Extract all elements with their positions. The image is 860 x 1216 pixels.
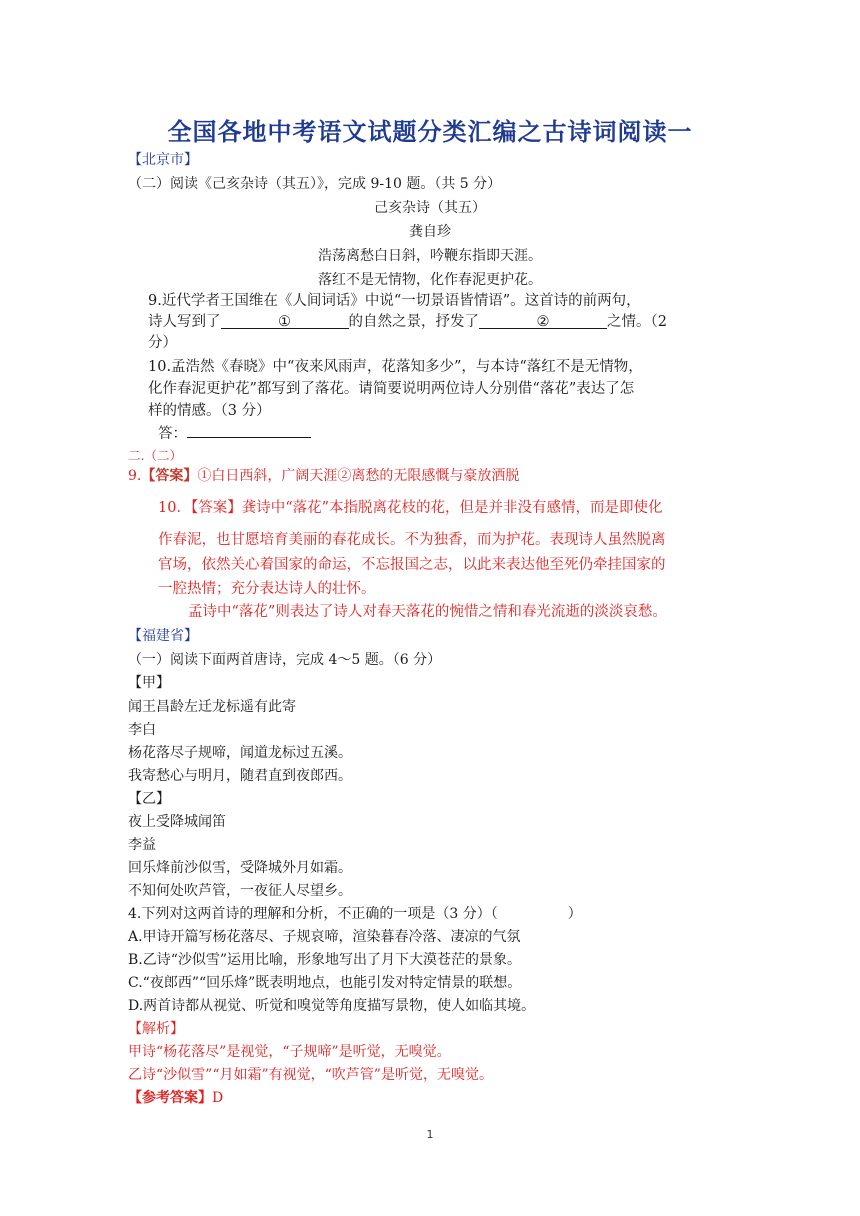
poem-line: 落红不是无情物，化作春泥更护花。 xyxy=(318,272,542,288)
option-c: C.“夜郎西”“回乐烽”既表明地点，也能引发对特定情景的联想。 xyxy=(128,975,522,991)
page-number: 1 xyxy=(426,1128,434,1141)
poem-title: 己亥杂诗（其五） xyxy=(374,200,486,216)
option-a: A.甲诗开篇写杨花落尽、子规哀啼，渲染暮春冷落、凄凉的气氛 xyxy=(128,929,521,945)
analysis-label: 【解析】 xyxy=(128,1021,184,1037)
question-text: 之情。（2 xyxy=(607,314,667,330)
poem-label: 【乙】 xyxy=(128,791,170,807)
answer-num: 9. xyxy=(128,468,142,484)
reference-answer xyxy=(128,1088,223,1108)
option-d: D.两首诗都从视觉、听觉和嗅觉等角度描写景物，使人如临其境。 xyxy=(128,998,536,1014)
question-9-line xyxy=(148,311,667,333)
answer-text-line: 一腔热情；充分表达诗人的壮怀。 xyxy=(158,581,376,597)
question-10-line: 10.孟浩然《春晓》中“夜来风雨声，花落知多少”，与本诗“落红不是无情物， xyxy=(148,359,643,375)
section-intro: （二）阅读《己亥杂诗（其五）》，完成 9-10 题。（共 5 分） xyxy=(128,176,502,192)
answer-tag: 【答案】 xyxy=(141,468,198,484)
analysis-text: 甲诗“杨花落尽”是视觉，“子规啼”是听觉，无嗅觉。 xyxy=(128,1044,451,1060)
answer-9 xyxy=(128,466,519,486)
poem-line: 浩荡离愁白日斜，吟鞭东指即天涯。 xyxy=(318,248,542,264)
question-text: 的自然之景，抒发了 xyxy=(348,314,479,330)
poem-author: 李益 xyxy=(128,837,156,853)
poem-line: 回乐烽前沙似雪，受降城外月如霜。 xyxy=(128,860,352,876)
answer-text-line: 官场，依然关心着国家的命运，不忘报国之志，以此来表达他至死仍牵挂国家的 xyxy=(158,557,666,573)
answer-num: 10． xyxy=(158,500,191,516)
poem-line: 不知何处吹芦管，一夜征人尽望乡。 xyxy=(128,883,352,899)
question-9-line: 9.近代学者王国维在《人间词话》中说“一切景语皆情语”。这首诗的前两句， xyxy=(148,293,641,309)
answer-blank-1[interactable]: ① xyxy=(221,311,349,329)
poem-line: 杨花落尽子规啼，闻道龙标过五溪。 xyxy=(128,745,352,761)
answer-text: 龚诗中“落花”本指脱离花枝的花，但是并非没有感情，而是即使化 xyxy=(241,500,663,516)
answer-blank-2[interactable]: ② xyxy=(479,311,607,329)
reference-label: 【参考答案】 xyxy=(128,1090,212,1106)
poem-title: 闻王昌龄左迁龙标遥有此寄 xyxy=(128,699,296,715)
answer-label: 答： xyxy=(158,426,187,442)
poem-title: 夜上受降城闻笛 xyxy=(128,814,226,830)
answer-line xyxy=(158,422,311,445)
option-b: B.乙诗“沙似雪”运用比喻，形象地写出了月下大漠苍茫的景象。 xyxy=(128,952,522,968)
poem-line: 我寄愁心与明月，随君直到夜郎西。 xyxy=(128,768,352,784)
poem-label: 【甲】 xyxy=(128,675,170,691)
reference-value: D xyxy=(212,1090,224,1106)
section-intro: （一）阅读下面两首唐诗，完成 4～5 题。（6 分） xyxy=(128,652,442,668)
region-heading-beijing: 【北京市】 xyxy=(128,152,198,168)
section-mark: 二.（二） xyxy=(128,448,182,463)
page-title: 全国各地中考语文试题分类汇编之古诗词阅读一 xyxy=(167,118,693,146)
question-4: 4.下列对这两首诗的理解和分析，不正确的一项是（3 分）（ ） xyxy=(128,906,582,922)
answer-text: ①白日西斜，广阔天涯②离愁的无限感慨与豪放洒脱 xyxy=(197,468,520,484)
question-10-line: 化作春泥更护花”都写到了落花。请简要说明两位诗人分别借“落花”表达了怎 xyxy=(148,381,635,397)
poem-author: 龚自珍 xyxy=(409,224,451,240)
answer-text-line: 作春泥，也甘愿培育美丽的春花成长。不为独香，而为护花。表现诗人虽然脱离 xyxy=(158,532,666,548)
question-10-line: 样的情感。（3 分） xyxy=(148,403,271,419)
answer-10 xyxy=(158,498,663,518)
answer-blank[interactable] xyxy=(187,422,311,438)
question-text: 诗人写到了 xyxy=(148,314,221,330)
answer-text-line: 孟诗中“落花”则表达了诗人对春天落花的惋惜之情和春光流逝的淡淡哀愁。 xyxy=(188,604,667,620)
poem-author: 李白 xyxy=(128,722,156,738)
analysis-text: 乙诗“沙似雪”“月如霜”有视觉，“吹芦管”是听觉，无嗅觉。 xyxy=(128,1067,493,1083)
region-heading-fujian: 【福建省】 xyxy=(128,628,198,644)
answer-tag: 【答案】 xyxy=(190,500,242,516)
question-9-line: 分） xyxy=(148,335,177,351)
